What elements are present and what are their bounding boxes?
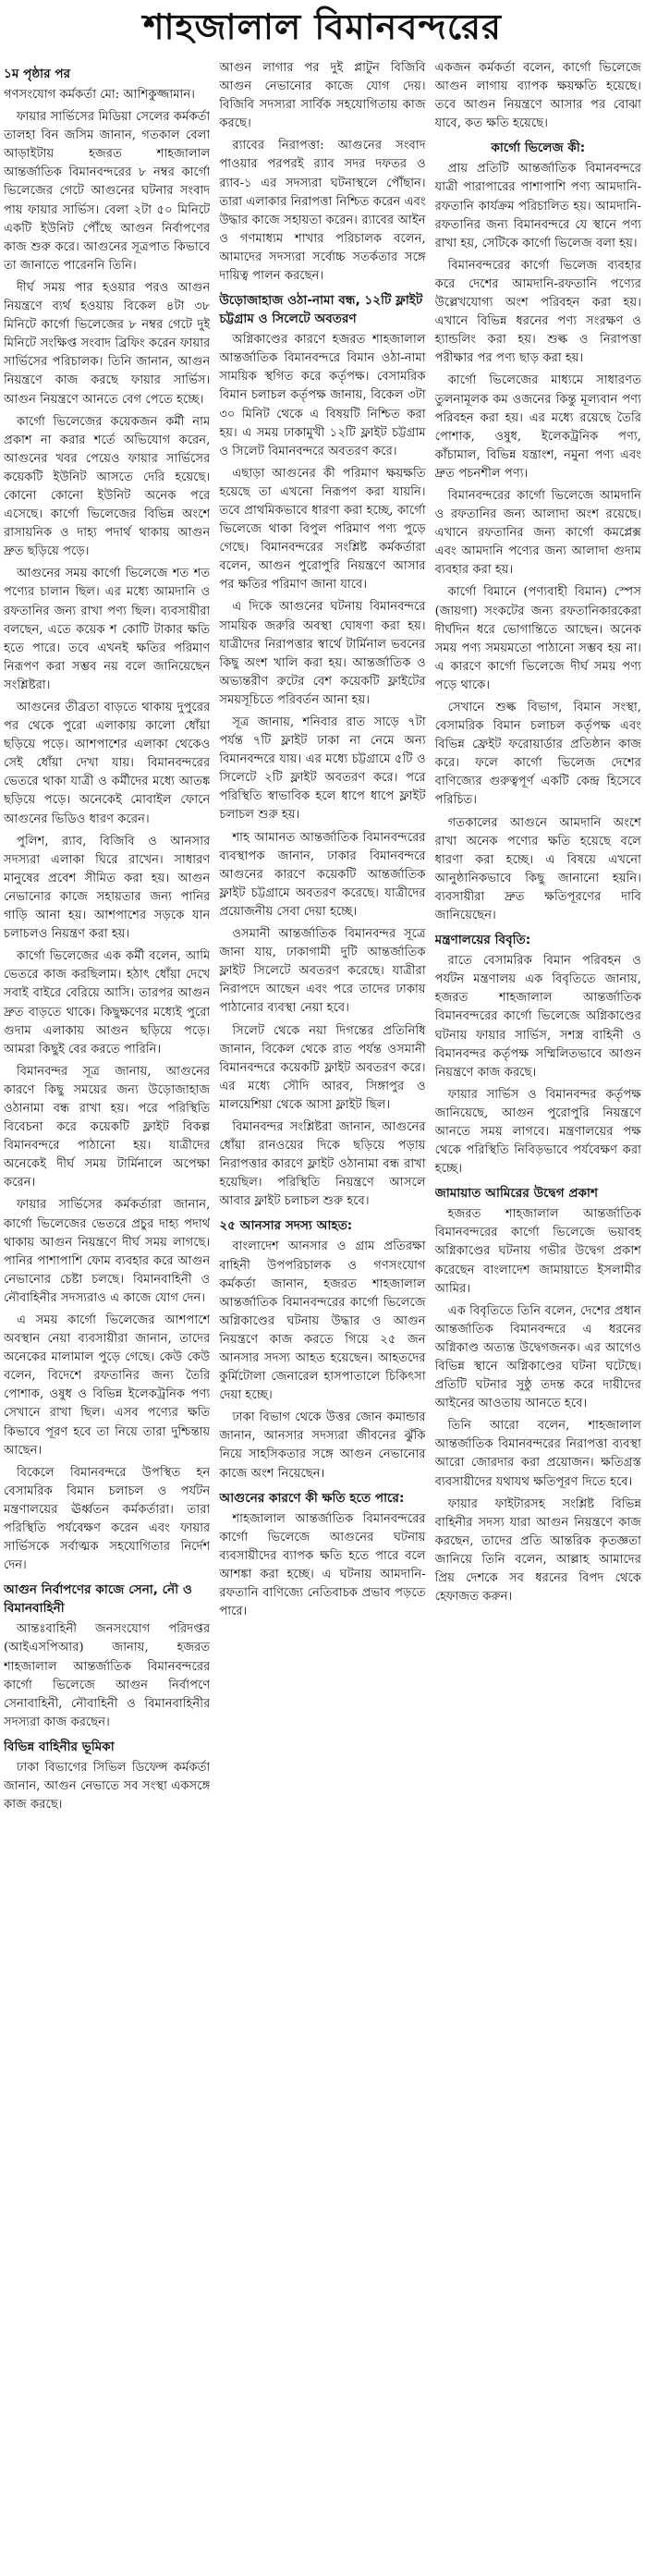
- subheading: আগুনের কারণে কী ক্ষতি হতে পারে:: [219, 1490, 405, 1506]
- paragraph: আগুন লাগার পর দুই প্লাটুন বিজিবি আগুন নেভানোর কাজে যোগ দেয়। বিজিবি সদস্যরা সার্বিক সহযোগিতায় কাজ করছে।: [219, 61, 426, 131]
- paragraph: আন্তঃবাহিনী জনসংযোগ পরিদপ্তর (আইএসপিআর) জানায়, হজরত শাহজালাল আন্তর্জাতিক বিমানবন্দরের কার্গো ভিলেজে আগুন নির্বাপণে সেনাবাহিনী, নৌবাহিনী ও বিমানবাহিনীর সদস্যরা কাজ করছেন।: [4, 1622, 211, 1729]
- column-2: [219, 59, 425, 2569]
- paragraph: বিমানবন্দরের কার্গো ভিলেজ ব্যবহার করে দেশের আমদানি-রফতানি পণ্যের উল্লেখযোগ্য অংশ পরিবহন করা হয়। এখানে বিভিন্ন ধরনের পণ্য সংরক্ষণ ও হ্যান্ডলিং করা হয়। শুল্ক ও নিরাপত্তা পরীক্ষার পর পণ্য ছাড় করা হয়।: [434, 258, 641, 366]
- paragraph: রাতে বেসামরিক বিমান পরিবহন ও পর্যটন মন্ত্রণালয় এক বিবৃতিতে জানায়, হজরত শাহজালাল আন্তর্জাতিক বিমানবন্দরের কার্গো ভিলেজে অগ্নিকাণ্ডের ঘটনায় ফায়ার সার্ভিস, সশস্ত্র বাহিনী ও বিমানবন্দর কর্তৃপক্ষ সম্মিলিতভাবে আগুন নিয়ন্ত্রণে কাজ করছে।: [434, 954, 641, 1080]
- paragraph: শাহ আমানত আন্তর্জাতিক বিমানবন্দরের ব্যবস্থাপক জানান, ঢাকার বিমানবন্দরে আগুনের কারণে কয়েকটি আন্তর্জাতিক ফ্লাইট চট্টগ্রামে অবতরণ করেছে। যাত্রীদের প্রয়োজনীয় সেবা দেয়া হচ্ছে।: [219, 830, 426, 919]
- paragraph: সেখানে শুল্ক বিভাগ, বিমান সংস্থা, বেসামরিক বিমান চলাচল কর্তৃপক্ষ এবং বিভিন্ন ফ্রেইট ফরোয়ার্ডার প্রতিষ্ঠান কাজ করে। ফলে কার্গো ভিলেজ দেশের বাণিজ্যের গুরুত্বপূর্ণ একটি কেন্দ্র হিসেবে পরিচিত।: [434, 701, 641, 808]
- paragraph: পুলিশ, র‌্যাব, বিজিবি ও আনসার সদস্যরা এলাকা ঘিরে রাখেন। সাধারণ মানুষের প্রবেশ সীমিত করা হয়। আগুন নেভানোর কাজে সহায়তার জন্য পানির গাড়ি আনা হয়। আশপাশের সড়কে যান চলাচলও নিয়ন্ত্রণ করা হয়।: [4, 834, 211, 942]
- headline: শাহজালাল বিমানবন্দরের: [143, 6, 502, 47]
- paragraph: গণসংযোগ কর্মকর্তা মো: আশিকুজ্জামান।: [4, 88, 195, 102]
- article-columns: [4, 59, 641, 2569]
- paragraph: আগুনের তীব্রতা বাড়তে থাকায় দুপুরের পর থেকে পুরো এলাকায় কালো ধোঁয়া ছড়িয়ে পড়ে। আশপাশের এলাকা থেকেও সেই ধোঁয়া দেখা যায়। বিমানবন্দরের ভেতরে থাকা যাত্রী ও কর্মীদের মধ্যে আতঙ্ক ছড়িয়ে পড়ে। অনেকেই মোবাইল ফোনে আগুনের ভিডিও ধারণ করেন।: [4, 701, 211, 826]
- paragraph: কার্গো ভিলেজের এক কর্মী বলেন, আমি ভেতরে কাজ করছিলাম। হঠাৎ ধোঁয়া দেখে সবাই বাইরে বেরিয়ে আসি। তারপর আগুন দ্রুত বাড়তে থাকে। কিছুক্ষণের মধ্যেই পুরো গুদাম এলাকায় আগুন ছড়িয়ে পড়ে। আমরা কিছুই বের করতে পারিনি।: [4, 949, 211, 1056]
- paragraph: একজন কর্মকর্তা বলেন, কার্গো ভিলেজে আগুন লাগায় ব্যাপক ক্ষয়ক্ষতি হয়েছে। তবে আগুন নিয়ন্ত্রণে আসার পর বোঝা যাবে, কত ক্ষতি হয়েছে।: [434, 61, 641, 131]
- column-3: [435, 59, 641, 2569]
- paragraph: ওসমানী আন্তর্জাতিক বিমানবন্দর সূত্রে জানা যায়, ঢাকাগামী দুটি আন্তর্জাতিক ফ্লাইট সিলেটে অবতরণ করেছে। যাত্রীরা নিরাপদে আছেন এবং পরে তাদের ঢাকায় পাঠানোর ব্যবস্থা নেয়া হবে।: [219, 927, 426, 1016]
- continuation-label: ১ম পৃষ্ঠার পর: [4, 67, 71, 81]
- paragraph: ফায়ার ফাইটারসহ সংশ্লিষ্ট বিভিন্ন বাহিনীর সদস্য যারা আগুন নিয়ন্ত্রণে কাজ করছেন, তাদের প্রতি আন্তরিক কৃতজ্ঞতা জানিয়ে তিনি বলেন, আল্লাহ আমাদের প্রিয় দেশকে সব ধরনের বিপদ থেকে হেফাজত করুন।: [434, 1496, 641, 1605]
- subheading: উড়োজাহাজ ওঠা-নামা বন্ধ, ১২টি ফ্লাইট চট্টগ্রাম ও সিলেটে অবতরণ: [219, 293, 423, 327]
- paragraph: ফায়ার সার্ভিসের কর্মকর্তারা জানান, কার্গো ভিলেজের ভেতরে প্রচুর দাহ্য পদার্থ থাকায় আগুন নিয়ন্ত্রণে দীর্ঘ সময় লাগছে। পানির পাশাপাশি ফোম ব্যবহার করে আগুন নেভানোর চেষ্টা চলছে। বিমানবাহিনী ও নৌবাহিনীর সদস্যরাও এ কাজে যোগ দেন।: [4, 1198, 211, 1305]
- paragraph: বিমানবন্দরের কার্গো ভিলেজে আমদানি ও রফতানির জন্য আলাদা অংশ রয়েছে। এখানে রফতানির জন্য কার্গো কমপ্লেক্স এবং আমদানি পণ্যের জন্য আলাদা গুদাম ব্যবহার করা হয়।: [434, 488, 641, 578]
- paragraph: কার্গো ভিলেজের মাধ্যমে সাধারণত তুলনামূলক কম ওজনের কিন্তু মূল্যবান পণ্য পরিবহন করা হয়। এর মধ্যে রয়েছে তৈরি পোশাক, ওষুধ, ইলেকট্রনিক পণ্য, কাঁচামাল, বিভিন্ন যন্ত্রাংশ, নমুনা পণ্য এবং দ্রুত পচনশীল পণ্য।: [434, 373, 641, 481]
- paragraph: বাংলাদেশ আনসার ও গ্রাম প্রতিরক্ষা বাহিনী উপপরিচালক ও গণসংযোগ কর্মকর্তা জানান, হজরত শাহজালাল আন্তর্জাতিক বিমানবন্দরের কার্গো ভিলেজে অগ্নিকাণ্ডের ঘটনায় উদ্ধার ও আগুন নিয়ন্ত্রণে কাজ করতে গিয়ে ২৫ জন আনসার সদস্য আহত হয়েছেন। আহতদের কুর্মিটোলা জেনারেল হাসপাতালে চিকিৎসা দেয়া হচ্ছে।: [219, 1239, 426, 1403]
- paragraph: সিলেট থেকে নয়া দিগন্তের প্রতিনিধি জানান, বিকেল থেকে রাত পর্যন্ত ওসমানী বিমানবন্দরে কয়েকটি ফ্লাইট অবতরণ করে। এর মধ্যে সৌদি আরব, সিঙ্গাপুর ও মালয়েশিয়া থেকে আসা ফ্লাইট ছিল।: [219, 1023, 426, 1112]
- column-1: [4, 59, 210, 2569]
- subheading: বিভিন্ন বাহিনীর ভূমিকা: [4, 1739, 115, 1754]
- paragraph: ফায়ার সার্ভিসের মিডিয়া সেলের কর্মকর্তা তালহা বিন জসিম জানান, গতকাল বেলা আড়াইটায় হজরত শাহজালাল আন্তর্জাতিক বিমানবন্দরের ৮ নম্বর কার্গো ভিলেজের গেটে আগুনের ঘটনার সংবাদ পায় ফায়ার সার্ভিস। বেলা ২টা ৫০ মিনিটে একটি ইউনিট পৌঁছে আগুন নির্বাপণের কাজ শুরু করে। আগুনের সূত্রপাত কিভাবে তা জানাতে পারেননি তিনি।: [4, 110, 211, 273]
- paragraph: হজরত শাহজালাল আন্তর্জাতিক বিমানবন্দরের কার্গো ভিলেজে ভয়াবহ অগ্নিকাণ্ডের ঘটনায় গভীর উদ্বেগ প্রকাশ করেছেন বাংলাদেশ জামায়াতে ইসলামীর আমির।: [434, 1207, 641, 1296]
- paragraph: বিমানবন্দর সংশ্লিষ্টরা জানান, আগুনের ধোঁয়া রানওয়ের দিকে ছড়িয়ে পড়ায় নিরাপত্তার কারণে ফ্লাইট ওঠানামা বন্ধ রাখা হয়েছিল। পরিস্থিতি নিয়ন্ত্রণে আসলে আবার ফ্লাইট চলাচল শুরু হবে।: [219, 1119, 426, 1209]
- paragraph: গতকালের আগুনে আমদানি অংশে রাখা অনেক পণ্যের ক্ষতি হয়েছে বলে ধারণা করা হচ্ছে। এ বিষয়ে এখনো আনুষ্ঠানিকভাবে কিছু জানানো হয়নি। ব্যবসায়ীরা দ্রুত ক্ষতিপূরণের দাবি জানিয়েছেন।: [434, 815, 641, 923]
- paragraph: কার্গো বিমানে (পণ্যবাহী বিমান) স্পেস (জায়গা) সংকটের জন্য রফতানিকারকেরা দীর্ঘদিন ধরে ভোগান্তিতে আছেন। অনেক সময় পণ্য সময়মতো পাঠানো সম্ভব হয় না। এ কারণে কার্গো ভিলেজে দীর্ঘ সময় পণ্য পড়ে থাকে।: [434, 585, 641, 692]
- paragraph: আগুনের সময় কার্গো ভিলেজে শত শত পণ্যের চালান ছিল। এর মধ্যে আমদানি ও রফতানির জন্য রাখা পণ্য ছিল। ব্যবসায়ীরা বলছেন, এতে কয়েক শ কোটি টাকার ক্ষতি হতে পারে। তবে এখনই ক্ষতির পরিমাণ নিরূপণ করা সম্ভব নয় বলে জানিয়েছেন সংশ্লিষ্টরা।: [4, 567, 211, 692]
- paragraph: ঢাকা বিভাগের সিভিল ডিফেন্স কর্মকর্তা জানান, আগুন নেভাতে সব সংস্থা একসঙ্গে কাজ করছে।: [4, 1760, 211, 1813]
- paragraph: র‌্যাবের নিরাপত্তা: আগুনের সংবাদ পাওয়ার পরপরই র‌্যাব সদর দফতর ও র‌্যাব-১ এর সদস্যরা ঘটনাস্থলে পৌঁছান। তারা এলাকার নিরাপত্তা নিশ্চিত করেন এবং উদ্ধার কাজে সহায়তা করেন। র‌্যাবের আইন ও গণমাধ্যম শাখার পরিচালক বলেন, আমাদের সদস্যরা সর্বোচ্চ সতর্কতার সঙ্গে দায়িত্ব পালন করছেন।: [219, 139, 426, 284]
- paragraph: সূত্র জানায়, শনিবার রাত সাড়ে ৭টা পর্যন্ত ৭টি ফ্লাইট ঢাকা না নেমে অন্য বিমানবন্দরে যায়। এর মধ্যে চট্টগ্রামে ৫টি ও সিলেটে ২টি ফ্লাইট অবতরণ করে। পরে পরিস্থিতি স্বাভাবিক হলে ধাপে ধাপে ফ্লাইট চলাচল শুরু হয়।: [219, 715, 426, 823]
- subheading: মন্ত্রণালয়ের বিবৃতি:: [434, 933, 531, 948]
- paragraph: বিমানবন্দর সূত্র জানায়, আগুনের কারণে কিছু সময়ের জন্য উড়োজাহাজ ওঠানামা বন্ধ রাখা হয়। পরে পরিস্থিতি বিবেচনা করে কয়েকটি ফ্লাইট বিকল্প বিমানবন্দরে পাঠানো হয়। যাত্রীদের অনেকেই দীর্ঘ সময় টার্মিনালে অপেক্ষা করেন।: [4, 1064, 211, 1190]
- subheading: জামায়াত আমিরের উদ্বেগ প্রকাশ: [434, 1186, 598, 1202]
- paragraph: দীর্ঘ সময় পার হওয়ার পরও আগুন নিয়ন্ত্রণে ব্যর্থ হওয়ায় বিকেল ৪টা ৩৮ মিনিটে কার্গো ভিলেজের ৮ নম্বর গেটে দুই মিনিটে সংক্ষিপ্ত সংবাদ ব্রিফিং করেন ফায়ার সার্ভিসের পরিচালক। তিনি জানান, আগুন নিয়ন্ত্রণে কাজ করছে ফায়ার সার্ভিস। আগুন নিয়ন্ত্রণে আনতে বেগ পেতে হচ্ছে।: [4, 280, 211, 407]
- paragraph: শাহজালাল আন্তর্জাতিক বিমানবন্দরের কার্গো ভিলেজে আগুনের ঘটনায় ব্যবসায়ীদের ব্যাপক ক্ষতি হতে পারে বলে আশঙ্কা করা হচ্ছে। এ ঘটনায় আমদানি-রফতানি বাণিজ্যে নেতিবাচক প্রভাব পড়তে পারে।: [219, 1511, 426, 1619]
- subheading: আগুন নির্বাপণের কাজে সেনা, নৌ ও বিমানবাহিনী: [4, 1582, 192, 1617]
- paragraph: এছাড়া আগুনের কী পরিমাণ ক্ষয়ক্ষতি হয়েছে তা এখনো নিরূপণ করা যায়নি। তবে প্রাথমিকভাবে ধারণা করা হচ্ছে, কার্গো ভিলেজে থাকা বিপুল পরিমাণ পণ্য পুড়ে গেছে। বিমানবন্দরের সংশ্লিষ্ট কর্মকর্তারা বলেন, আগুন পুরোপুরি নিয়ন্ত্রণে আসার পর ক্ষতির পরিমাণ জানা যাবে।: [219, 466, 426, 592]
- paragraph: প্রায় প্রতিটি আন্তর্জাতিক বিমানবন্দরে যাত্রী পারাপারের পাশাপাশি পণ্য আমদানি-রফতানি কার্যক্রম পরিচালিত হয়। আমদানি-রফতানির জন্য বিমানবন্দরে যে স্থানে পণ্য রাখা হয়, সেটিকে কার্গো ভিলেজ বলা হয়।: [434, 162, 641, 250]
- paragraph: তিনি আরো বলেন, শাহজালাল আন্তর্জাতিক বিমানবন্দরের নিরাপত্তা ব্যবস্থা আরো জোরদার করা প্রয়োজন। ক্ষতিগ্রস্ত ব্যবসায়ীদের যথাযথ ক্ষতিপূরণ দিতে হবে।: [434, 1419, 641, 1489]
- paragraph: ঢাকা বিভাগ থেকে উত্তর জোন কমান্ডার জানান, আনসার সদস্যরা জীবনের ঝুঁকি নিয়ে সাহসিকতার সঙ্গে আগুন নেভানোর কাজে অংশ নিয়েছেন।: [219, 1410, 426, 1481]
- paragraph: বিকেলে বিমানবন্দরে উপস্থিত হন বেসামরিক বিমান চলাচল ও পর্যটন মন্ত্রণালয়ের ঊর্ধ্বতন কর্মকর্তারা। তারা পরিস্থিতি পর্যবেক্ষণ করেন এবং ফায়ার সার্ভিসকে সর্বাত্মক সহযোগিতার নির্দেশ দেন।: [4, 1465, 211, 1573]
- paragraph: কার্গো ভিলেজের কয়েকজন কর্মী নাম প্রকাশ না করার শর্তে অভিযোগ করেন, আগুনের খবর পেয়েও ফায়ার সার্ভিসের কয়েকটি ইউনিট আসতে দেরি হয়েছে। কোনো কোনো ইউনিট অনেক পরে এসেছে। কার্গো ভিলেজের বিভিন্ন অংশে রাসায়নিক ও দাহ্য পদার্থ থাকায় আগুন দ্রুত ছড়িয়ে পড়ে।: [4, 414, 211, 559]
- paragraph: অগ্নিকাণ্ডের কারণে হজরত শাহজালাল আন্তর্জাতিক বিমানবন্দরে বিমান ওঠা-নামা সাময়িক স্থগিত করে কর্তৃপক্ষ। বেসামরিক বিমান চলাচল কর্তৃপক্ষ জানায়, বিকেল ৩টা ৩০ মিনিট থেকে এ বিষয়টি নিশ্চিত করা হয়। এ সময় ঢাকামুখী ১২টি ফ্লাইট চট্টগ্রাম ও সিলেট বিমানবন্দরে অবতরণ করে।: [219, 333, 426, 458]
- subheading: ২৫ আনসার সদস্য আহত:: [219, 1218, 353, 1234]
- paragraph: এক বিবৃতিতে তিনি বলেন, দেশের প্রধান আন্তর্জাতিক বিমানবন্দরে এ ধরনের অগ্নিকাণ্ড অত্যন্ত উদ্বেগজনক। এর আগেও বিভিন্ন স্থানে অগ্নিকাণ্ডের ঘটনা ঘটেছে। প্রতিটি ঘটনার সুষ্ঠু তদন্ত করে দায়ীদের আইনের আওতায় আনতে হবে।: [434, 1303, 641, 1411]
- paragraph: এ সময় কার্গো ভিলেজের আশপাশে অবস্থান নেয়া ব্যবসায়ীরা জানান, তাদের অনেকের মালামাল পুড়ে গেছে। কেউ কেউ বলেন, বিদেশে রফতানির জন্য তৈরি পোশাক, ওষুধ ও বিভিন্ন ইলেকট্রনিক পণ্য সেখানে রাখা ছিল। এসব পণ্যের ক্ষতি কিভাবে পূরণ হবে তা নিয়ে তারা দুশ্চিন্তায় আছেন।: [4, 1313, 211, 1458]
- paragraph: এ দিকে আগুনের ঘটনায় বিমানবন্দরে সাময়িক জরুরি অবস্থা ঘোষণা করা হয়। যাত্রীদের নিরাপত্তার স্বার্থে টার্মিনাল ভবনের কিছু অংশ খালি করা হয়। আন্তর্জাতিক ও অভ্যন্তরীণ রুটের বেশ কয়েকটি ফ্লাইটের সময়সূচিতে পরিবর্তন আনা হয়।: [219, 600, 426, 707]
- paragraph: ফায়ার সার্ভিস ও বিমানবন্দর কর্তৃপক্ষ জানিয়েছে, আগুন পুরোপুরি নিয়ন্ত্রণে আনতে সময় লাগবে। মন্ত্রণালয়ের পক্ষ থেকে পরিস্থিতি নিবিড়ভাবে পর্যবেক্ষণ করা হচ্ছে।: [434, 1087, 641, 1177]
- subheading: কার্গো ভিলেজ কী:: [491, 140, 586, 156]
